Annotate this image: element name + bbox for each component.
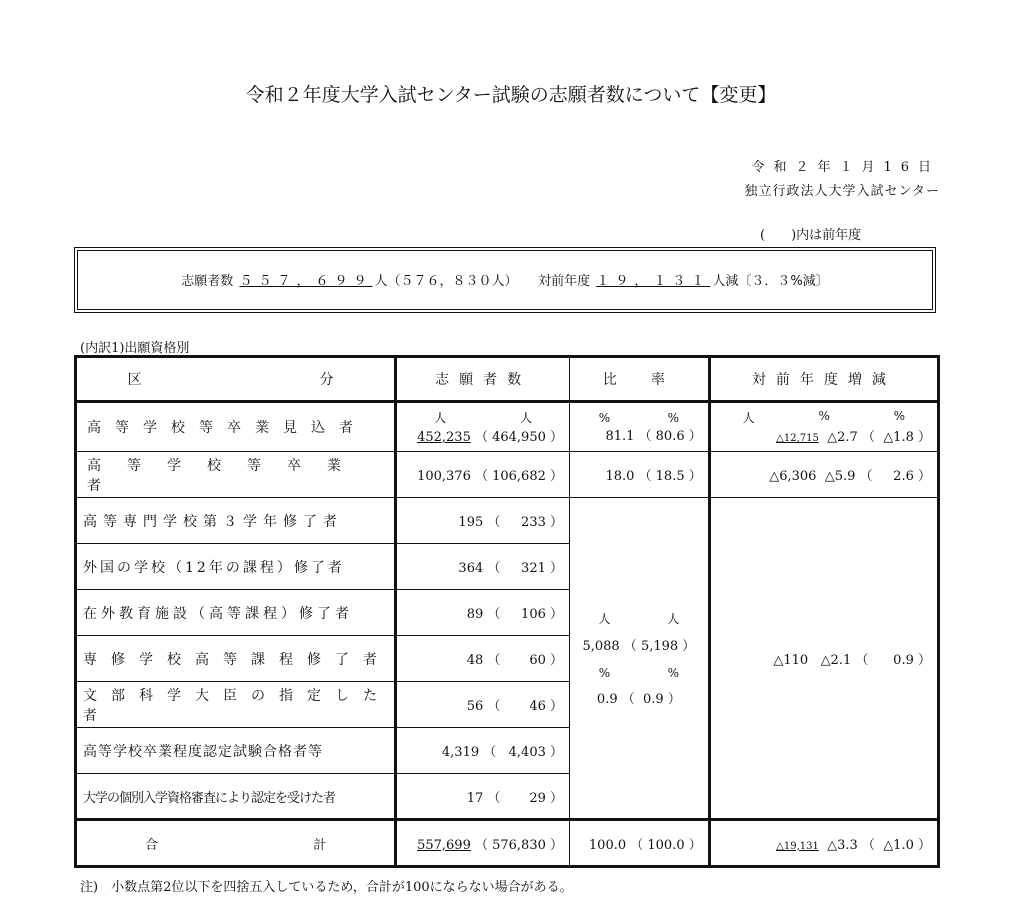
row-applicants: 4,319 (441, 745, 480, 760)
date: 令和２年１月16日 (751, 160, 940, 175)
merged-change: △110 (773, 652, 809, 668)
unit: 人 (520, 411, 533, 425)
row-applicants-cell: 4,319 （ 4,403 ） (396, 728, 570, 774)
row-category (76, 682, 396, 728)
merged-ratio-prev: 0.9 (643, 691, 664, 707)
row-applicants: 195 (458, 515, 484, 530)
row-name: 高等学校卒業程度認定試験合格者等 (83, 743, 323, 760)
total-change-pct: △3.3 (827, 837, 858, 853)
merged-prev: 5,198 (640, 638, 679, 654)
row-applicants-cell: 89 （ 106 ） (396, 590, 570, 636)
row-applicants: 56 (466, 699, 484, 714)
row-prev: 321 (521, 561, 546, 576)
row-applicants-cell: 100,376 （ 106,682 ） (396, 452, 570, 498)
breakdown-label: (内訳1)出願資格別 (80, 341, 190, 356)
summary-text (78, 251, 932, 313)
row-category (76, 452, 396, 498)
table-row (76, 498, 939, 544)
total-row (76, 820, 939, 867)
row-applicants: 364 (458, 561, 484, 576)
row-prev: 46 (529, 699, 546, 714)
page-title: 令和２年度大学入試センター試験の志願者数について【変更】 (245, 84, 777, 106)
row-category (76, 402, 396, 452)
total-ratio-cell: 100.0 （ 100.0 ） (570, 820, 710, 867)
unit: % (667, 410, 679, 425)
merged-applicants: 5,088 (582, 638, 620, 654)
total-prev: 576,830 (492, 837, 546, 853)
row-category (76, 544, 396, 590)
row-applicants-cell: 48 （ 60 ） (396, 636, 570, 682)
unit: % (598, 665, 611, 680)
header-applicants: 志願者数 (396, 357, 570, 402)
summary-label-applicants: 志願者数 (181, 274, 234, 289)
row-name: 大学の個別入学資格審査により認定を受けた者 (83, 790, 336, 806)
total-applicants-cell: 557,699 （ 576,830 ） (396, 820, 570, 867)
row-applicants: 17 (466, 790, 484, 806)
total-label-b: 計 (313, 837, 327, 853)
row-applicants-cell: 195 （ 233 ） (396, 498, 570, 544)
unit: % (893, 409, 906, 423)
row-change-cell: △6,306 △5.9 （ 2.6 ） (709, 452, 938, 498)
total-label-a: 合 (145, 837, 159, 853)
row-prev: 60 (529, 653, 546, 668)
row-applicants-cell: 364 （ 321 ） (396, 544, 570, 590)
table-row (76, 452, 939, 498)
breakdown-table (74, 355, 940, 868)
row-category (76, 774, 396, 820)
header-ratio: 比 率 (570, 357, 710, 402)
total-change: △19,131 (776, 840, 819, 852)
summary-applicants: ５５７，６９９ (239, 274, 373, 289)
row-ratio-prev: 80.6 (655, 428, 685, 444)
row-ratio: 18.0 (605, 469, 635, 484)
table-row (76, 402, 939, 452)
row-name: 文部科学大臣の指定した者 (83, 687, 391, 724)
total-change-cell: △19,131 △3.3 （ △1.0 ） (709, 820, 938, 867)
merged-change-cell: △110 △2.1 （ 0.9 ） (709, 498, 938, 820)
merged-ratio-cell: 人 人 5,088 （ 5,198 ） % % 0.9 （ 0.9 ） (570, 498, 710, 820)
row-change-pct: △5.9 (824, 469, 856, 484)
row-prev: 4,403 (508, 745, 546, 760)
row-prev: 106 (521, 607, 546, 622)
summary-label-change: 対前年度 (538, 274, 591, 289)
paren-note: ( )内は前年度 (760, 228, 862, 243)
total-applicants: 557,699 (417, 837, 471, 853)
total-ratio: 100.0 (588, 837, 627, 853)
unit: % (818, 409, 830, 423)
summary-change: １９，１３１ (596, 274, 711, 289)
row-change-pct: △2.7 (827, 430, 858, 445)
row-name: 高等学校等卒業見込者 (87, 420, 367, 436)
row-applicants: 89 (466, 607, 484, 622)
row-prev: 233 (521, 515, 546, 530)
row-applicants: 48 (466, 653, 484, 668)
row-applicants-cell: 17 （ 29 ） (396, 774, 570, 820)
unit: 人 (598, 611, 611, 626)
merged-ratio: 0.9 (596, 691, 618, 707)
total-change-pct-prev: △1.0 (883, 837, 914, 853)
row-ratio: 81.1 (605, 428, 635, 444)
row-prev: 106,682 (492, 469, 546, 484)
row-change-pct-prev: 2.6 (893, 469, 914, 484)
unit: 人 (742, 411, 755, 425)
row-change-pct-prev: △1.8 (883, 430, 914, 445)
table-header-row (76, 357, 939, 402)
row-name: 高等学校等卒業者 (87, 457, 367, 494)
footnote: 注) 小数点第2位以下を四捨五入しているため，合計が100にならない場合がある。 (80, 880, 573, 895)
row-applicants: 452,235 (417, 430, 471, 445)
row-name: 外国の学校（12年の課程）修了者 (83, 559, 345, 576)
merged-change-pct: △2.1 (820, 652, 852, 668)
unit: % (667, 665, 679, 680)
row-change: △6,306 (769, 469, 817, 484)
row-applicants: 100,376 (417, 469, 471, 484)
row-change-cell: 人 % % △12,715 △2.7 （ △1.8 ） (709, 402, 938, 452)
row-category (76, 590, 396, 636)
row-applicants-cell: 56 （ 46 ） (396, 682, 570, 728)
total-label-cell (76, 820, 396, 867)
row-category (76, 728, 396, 774)
row-name: 高等専門学校第３学年修了者 (83, 513, 343, 530)
organization: 独立行政法人大学入試センター (744, 184, 940, 199)
row-ratio-cell: % % 81.1 （ 80.6 ） (570, 402, 710, 452)
row-name: 在外教育施設（高等課程）修了者 (83, 605, 353, 622)
row-category (76, 636, 396, 682)
row-prev: 464,950 (492, 430, 546, 445)
total-ratio-prev: 100.0 (647, 837, 685, 853)
row-change: △12,715 (776, 433, 819, 444)
unit: 人 (667, 611, 680, 626)
header-change: 対前年度増減 (709, 357, 938, 402)
summary-box (74, 247, 936, 313)
row-ratio-prev: 18.5 (655, 469, 685, 484)
row-applicants-cell: 人 人 452,235 （ 464,950 ） (396, 402, 570, 452)
unit: % (598, 410, 611, 425)
summary-applicants-suffix: 人（５７６，８３０人） (374, 274, 518, 289)
header-category: 区 分 (76, 357, 396, 402)
row-category (76, 498, 396, 544)
row-prev: 29 (529, 790, 546, 806)
merged-change-pct-prev: 0.9 (893, 652, 914, 668)
row-name: 専修学校高等課程修了者 (83, 651, 391, 668)
summary-change-suffix: 人減〔３．３%減〕 (712, 274, 829, 289)
unit: 人 (434, 411, 447, 425)
row-ratio-cell: 18.0 （ 18.5 ） (570, 452, 710, 498)
